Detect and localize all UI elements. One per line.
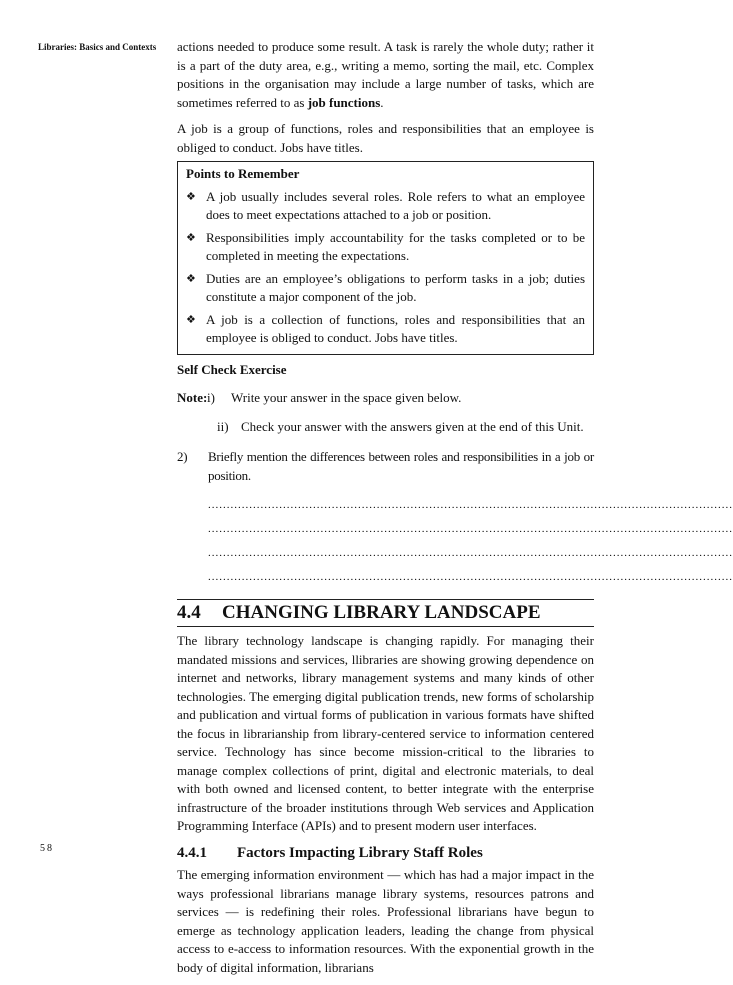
note-1-number: i)	[207, 390, 215, 405]
diamond-bullet-icon: ❖	[186, 231, 196, 244]
points-list	[186, 188, 589, 348]
list-item	[186, 229, 589, 266]
diamond-bullet-icon: ❖	[186, 190, 196, 203]
list-item	[186, 270, 589, 307]
question-text: Briefly mention the differences between roles and responsibilities in a job or position.	[208, 449, 594, 483]
point-text: Responsibilities imply accountability for the tasks completed or to be completed in meeting the expectations.	[206, 229, 585, 263]
job-functions-term: job functions	[307, 94, 381, 110]
answer-line[interactable]: ............................................................................................................................................	[208, 523, 733, 535]
list-item	[186, 311, 589, 348]
point-text: A job usually includes several roles. Role refers to what an employee does to meet expectations attached to a job or position.	[206, 188, 585, 222]
answer-line[interactable]: ............................................................................................................................................	[208, 499, 733, 511]
points-box-title: Points to Remember	[186, 166, 300, 181]
section-4-4-paragraph: The library technology landscape is changing rapidly. For managing their mandated missions and services, llibraries are showing growing dependence on internet and networks, library management systems and many kinds of other technologies. The emerging digital publication trends, new forms of scholarship and publication and virtual forms of publication in various formats have shifted the focus in librarianship from library-centered service to information centered service. Technology has since become mission-critical to the libraries to manage complex collections of print, digital and electronic materials, to deal with both owned and licensed content, to better integrate with the enterprise infrastructure of the broader institutions through Web services and Application Programming Interface (APIs) and to present modern user interfaces.	[177, 633, 594, 833]
self-check-exercise-title: Self Check Exercise	[177, 361, 287, 377]
page-number: 58	[40, 843, 54, 854]
subsection-title: Factors Impacting Library Staff Roles	[237, 844, 483, 861]
section-title: CHANGING LIBRARY LANDSCAPE	[222, 602, 541, 623]
subsection-number: 4.4.1	[177, 844, 207, 861]
list-item	[186, 188, 589, 225]
diamond-bullet-icon: ❖	[186, 272, 196, 285]
question-row	[177, 448, 594, 485]
note-label: Note:	[177, 390, 208, 405]
diamond-bullet-icon: ❖	[186, 313, 196, 326]
question-number: 2)	[177, 449, 188, 464]
answer-line[interactable]: ............................................................................................................................................	[208, 571, 733, 583]
note-row-1	[177, 389, 594, 408]
note-2-text: Check your answer with the answers given at the end of this Unit.	[241, 418, 584, 434]
intro-paragraph-1-text: actions needed to produce some result. A task is rarely the whole duty; rather it is a part of the duty area, e.g., writing a memo, sorting the mail, etc. Complex positions in the organisation may include a large number of tasks, which are sometimes referred to as	[177, 39, 594, 110]
point-text: A job is a collection of functions, roles and responsibilities that an employee is obliged to conduct. Jobs have titles.	[206, 311, 585, 345]
note-1-text: Write your answer in the space given below.	[231, 390, 462, 405]
points-to-remember-box	[177, 161, 594, 355]
intro-paragraph-1-end: .	[380, 94, 384, 110]
section-4-4-1-paragraph: The emerging information environment — which has had a major impact in the ways professional librarians manage library systems, resources patrons and services — is redefining their roles. Professional librarians have begun to emerge as technology application leaders, leading the change from physical access to e-access to information resources. With the exponential growth in the body of digital information, librarians	[177, 867, 594, 975]
running-header-title: Libraries: Basics and Contexts	[38, 42, 157, 52]
intro-paragraph-2: A job is a group of functions, roles and responsibilities that an employee is obliged to conduct. Jobs have titles.	[177, 121, 594, 155]
main-content	[177, 38, 733, 985]
intro-paragraph-1	[177, 38, 594, 112]
section-number: 4.4	[177, 602, 201, 623]
section-heading-4-4	[177, 599, 594, 627]
subsection-heading-4-4-1	[177, 844, 594, 863]
answer-line[interactable]: ............................................................................................................................................	[208, 547, 733, 559]
point-text: Duties are an employee’s obligations to perform tasks in a job; duties constitute a major component of the job.	[206, 270, 585, 304]
note-2-number: ii)	[217, 418, 229, 434]
note-row-2	[217, 418, 594, 437]
